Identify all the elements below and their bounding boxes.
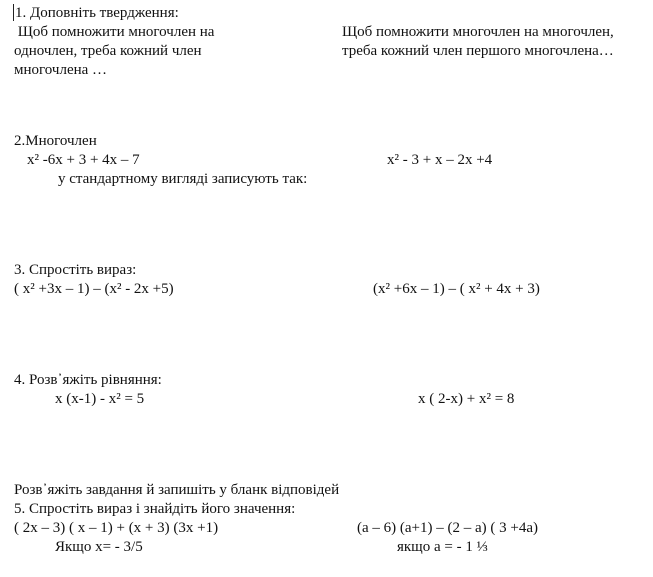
text-cursor bbox=[13, 4, 14, 21]
task5-expr-left: ( 2x – 3) ( x – 1) + (x + 3) (3x +1) bbox=[14, 520, 219, 536]
task1-title: 1. Доповніть твердження: bbox=[15, 5, 179, 21]
task1-left-line-2: одночлен, треба кожний член bbox=[14, 43, 202, 59]
task3-expr-right: (x² +6x – 1) – ( x² + 4x + 3) bbox=[373, 281, 540, 297]
task2-title: 2.Многочлен bbox=[14, 133, 97, 149]
task2-caption: у стандартному вигляді записують так: bbox=[58, 171, 308, 187]
task4-title: 4. Розв᾿яжіть рівняння: bbox=[14, 372, 162, 388]
task5-cond-left: Якщо x= - 3/5 bbox=[55, 539, 143, 555]
task5-title: 5. Спростіть вираз і знайдіть його значення: bbox=[14, 501, 296, 517]
task3-expr-left: ( x² +3x – 1) – (x² - 2x +5) bbox=[14, 281, 174, 297]
task1-right-line-2: треба кожний член першого многочлена… bbox=[342, 43, 614, 59]
task3-title: 3. Спростіть вираз: bbox=[14, 262, 137, 278]
task5-expr-right: (a – 6) (a+1) – (2 – a) ( 3 +4a) bbox=[357, 520, 539, 536]
task2-expr-right: x² - 3 + x – 2x +4 bbox=[387, 152, 493, 168]
task1-left-line-3: многочлена … bbox=[14, 62, 108, 78]
task4-expr-left: x (x-1) - x² = 5 bbox=[55, 391, 145, 407]
task2-expr-left: x² -6x + 3 + 4x – 7 bbox=[27, 152, 140, 168]
task1-left-line-1: Щоб помножити многочлен на bbox=[14, 24, 215, 40]
instruction: Розв᾿яжіть завдання й запишіть у бланк відповідей bbox=[14, 482, 340, 498]
task1-right-line-1: Щоб помножити многочлен на многочлен, bbox=[342, 24, 614, 40]
task4-expr-right: x ( 2-x) + x² = 8 bbox=[418, 391, 515, 407]
task5-cond-right: якщо a = - 1 ⅓ bbox=[397, 539, 488, 555]
